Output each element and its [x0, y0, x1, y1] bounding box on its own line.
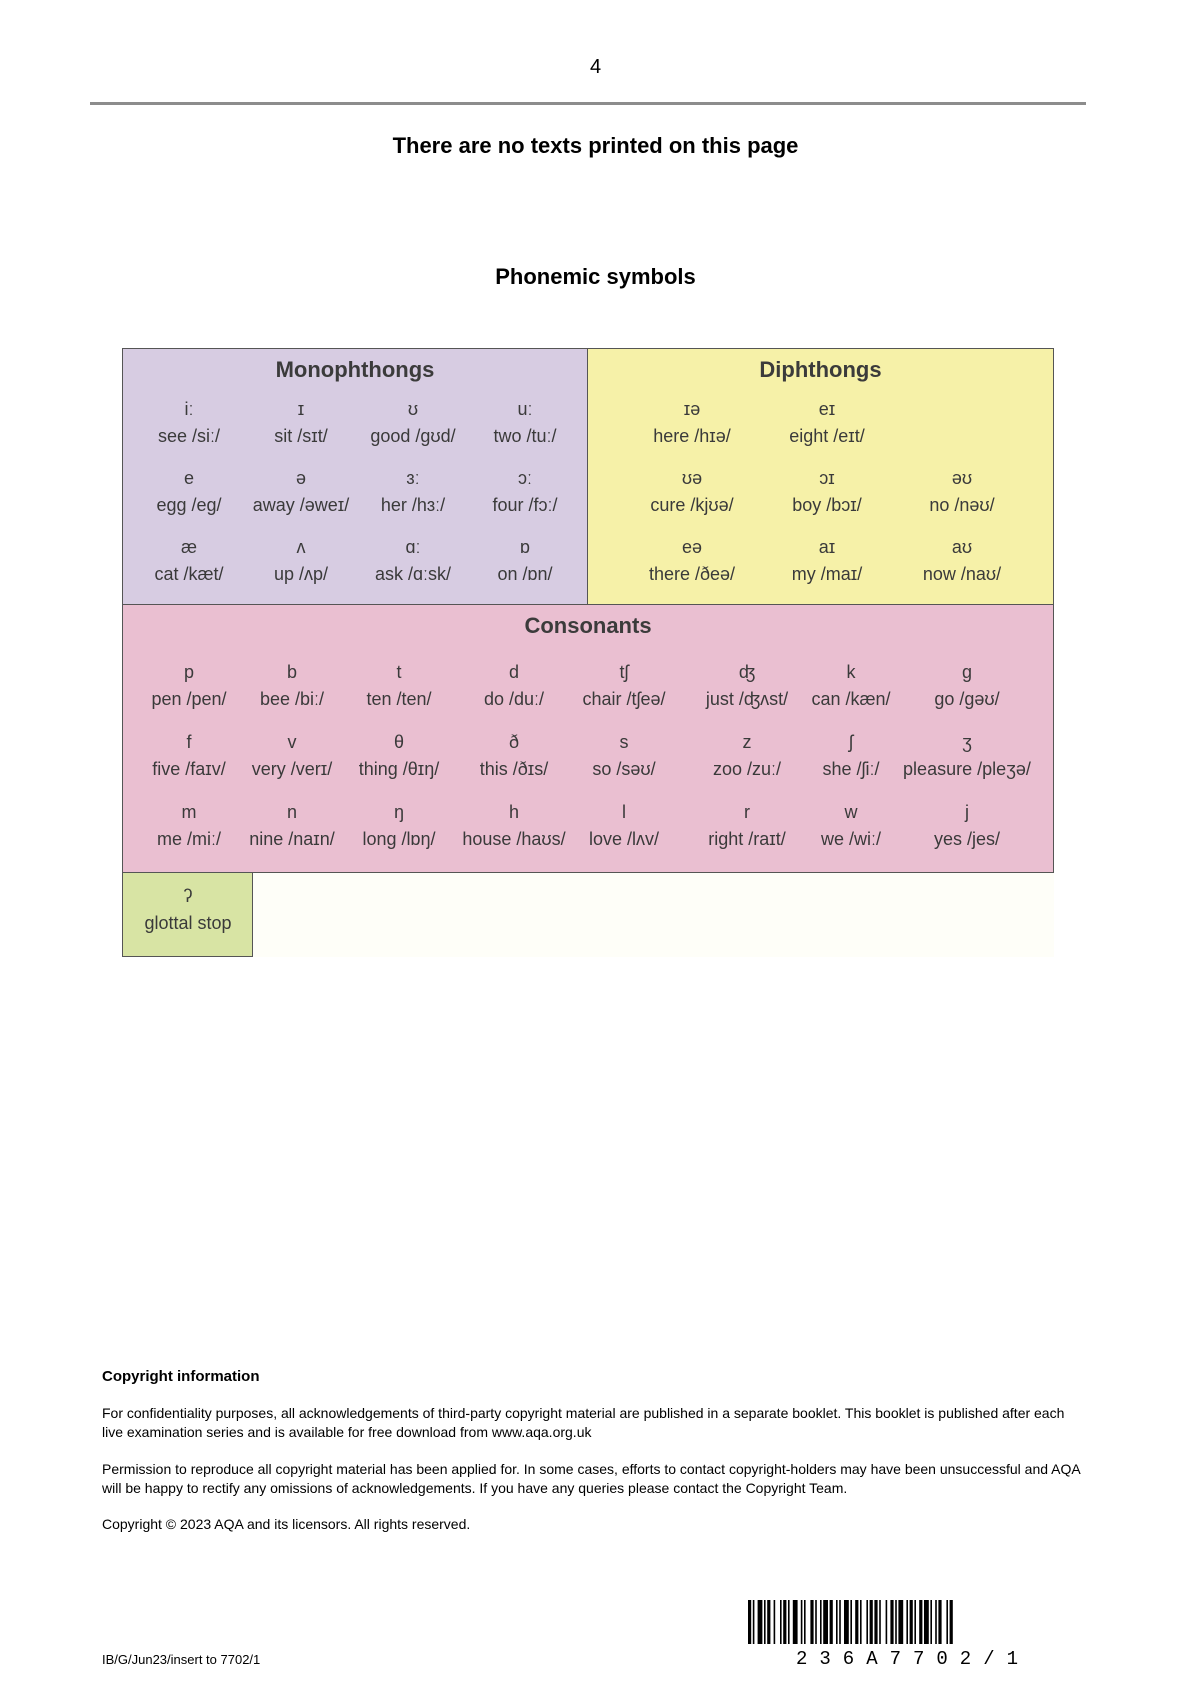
consonants-heading: Consonants — [524, 613, 652, 638]
reference-code: IB/G/Jun23/insert to 7702/1 — [102, 1652, 261, 1667]
phoneme-symbol: g — [961, 662, 972, 682]
blank-area — [253, 873, 1054, 957]
phoneme-example: me /miː/ — [156, 829, 221, 849]
phoneme-symbol: k — [846, 662, 856, 682]
phoneme-example: good /gʊd/ — [370, 426, 456, 446]
phoneme-cell — [450, 467, 600, 516]
phoneme-example: long /lɒŋ/ — [362, 829, 436, 849]
phoneme-cell — [892, 731, 1042, 780]
phoneme-symbol: uː — [517, 399, 533, 419]
phoneme-symbol: n — [286, 802, 297, 822]
phoneme-symbol: ʤ — [738, 662, 756, 682]
phoneme-symbol: ʊə — [681, 468, 703, 488]
phonemic-symbols-title: Phonemic symbols — [495, 264, 696, 289]
phoneme-cell — [617, 536, 767, 585]
phoneme-symbol: ð — [508, 732, 519, 752]
consonants-panel — [122, 605, 1054, 873]
phoneme-example: pleasure /pleʒə/ — [903, 759, 1031, 779]
phoneme-example: nine /naɪn/ — [249, 829, 335, 849]
phoneme-symbol: m — [181, 802, 197, 822]
phoneme-example: boy /bɔɪ/ — [792, 495, 862, 515]
phoneme-example: right /raɪt/ — [708, 829, 786, 849]
phoneme-symbol: ə — [295, 468, 306, 488]
phoneme-example: do /duː/ — [483, 689, 545, 709]
barcode-number: 236A7702/1 — [795, 1648, 1031, 1666]
phoneme-symbol: eɪ — [818, 399, 836, 419]
barcode-image — [748, 1600, 1078, 1666]
phoneme-symbol: j — [965, 802, 969, 822]
phoneme-example: two /tuː/ — [493, 426, 557, 446]
phoneme-cell — [450, 536, 600, 585]
phoneme-symbol: t — [396, 662, 402, 682]
monophthongs-panel — [122, 348, 588, 605]
phoneme-example: there /ðeə/ — [648, 564, 736, 584]
phoneme-example: so /səʊ/ — [592, 759, 656, 779]
phoneme-example: this /ðɪs/ — [479, 759, 549, 779]
phoneme-symbol: θ — [393, 732, 404, 752]
phoneme-cell — [892, 801, 1042, 850]
phoneme-symbol: tʃ — [619, 662, 629, 682]
phoneme-example: no /nəʊ/ — [929, 495, 995, 515]
phoneme-symbol: æ — [180, 537, 197, 557]
phoneme-example: ask /ɑːsk/ — [374, 564, 452, 584]
copyright-heading: Copyright information — [102, 1368, 260, 1385]
phoneme-symbol: b — [286, 662, 297, 682]
phoneme-example: can /kæn/ — [811, 689, 891, 709]
phoneme-cell — [752, 398, 902, 447]
phoneme-example: eight /eɪt/ — [789, 426, 865, 446]
phoneme-cell — [752, 467, 902, 516]
phoneme-example: go /gəʊ/ — [934, 689, 1000, 709]
phoneme-symbol: ʃ — [849, 732, 853, 752]
phoneme-cell — [887, 536, 1037, 585]
phoneme-example: her /hɜː/ — [380, 495, 446, 515]
phoneme-example: zoo /zuː/ — [712, 759, 782, 779]
glottal-stop-panel — [122, 873, 253, 957]
no-texts-notice: There are no texts printed on this page — [392, 133, 799, 158]
phoneme-cell — [617, 467, 767, 516]
phoneme-example: just /ʤʌst/ — [705, 689, 789, 709]
phoneme-symbol: ʒ — [962, 732, 972, 752]
page-number: 4 — [589, 56, 602, 78]
phoneme-example: yes /jes/ — [933, 829, 1001, 849]
phoneme-symbol: h — [508, 802, 519, 822]
phoneme-example: very /verɪ/ — [251, 759, 333, 779]
phoneme-example: egg /eg/ — [156, 495, 222, 515]
phoneme-cell — [752, 536, 902, 585]
phoneme-symbol: ɪə — [683, 399, 701, 419]
phoneme-symbol: eə — [681, 537, 703, 557]
monophthongs-heading: Monophthongs — [275, 357, 435, 382]
phoneme-symbol: aʊ — [951, 537, 973, 557]
copyright-paragraph: Permission to reproduce all copyright material has been applied for. In some cases, efforts to contact copyright-holders may have been unsuccessful and AQA will be happy to rectify any omissions of acknowledgements. If you have any queries please contact the Copyright Team. — [102, 1461, 1080, 1496]
phoneme-symbol: e — [183, 468, 194, 488]
phoneme-cell — [887, 467, 1037, 516]
phoneme-symbol: s — [619, 732, 629, 752]
phoneme-symbol: ʊ — [407, 399, 419, 419]
phoneme-example: up /ʌp/ — [273, 564, 329, 584]
phoneme-symbol: əʊ — [951, 468, 973, 488]
phoneme-example: cure /kjʊə/ — [650, 495, 734, 515]
diphthongs-panel — [588, 348, 1054, 605]
phoneme-example: ten /ten/ — [366, 689, 432, 709]
phoneme-symbol: p — [183, 662, 194, 682]
phoneme-example: chair /tʃeə/ — [582, 689, 666, 709]
phoneme-symbol: f — [186, 732, 192, 752]
phoneme-example: she /ʃiː/ — [822, 759, 880, 779]
phoneme-example: here /hɪə/ — [653, 426, 731, 446]
phoneme-symbol: ʔ — [183, 886, 193, 906]
phoneme-symbol: v — [287, 732, 297, 752]
phoneme-example: see /siː/ — [157, 426, 221, 446]
phoneme-example: four /fɔː/ — [492, 495, 558, 515]
phoneme-example: bee /biː/ — [259, 689, 325, 709]
phoneme-example: love /lʌv/ — [588, 829, 660, 849]
phoneme-symbol: ɔɪ — [819, 468, 835, 488]
phoneme-example: now /naʊ/ — [922, 564, 1002, 584]
diphthongs-heading: Diphthongs — [759, 357, 882, 382]
phoneme-symbol: ɜː — [406, 468, 420, 488]
phoneme-example: five /faɪv/ — [152, 759, 226, 779]
phoneme-example: cat /kæt/ — [154, 564, 224, 584]
phoneme-example: pen /pen/ — [151, 689, 227, 709]
phoneme-symbol: r — [744, 802, 750, 822]
phoneme-symbol: ɔː — [517, 468, 532, 488]
phoneme-symbol: d — [508, 662, 519, 682]
phoneme-symbol: l — [622, 802, 626, 822]
phoneme-example: thing /θɪŋ/ — [358, 759, 440, 779]
phoneme-symbol: aɪ — [818, 537, 836, 557]
phoneme-example: on /ɒn/ — [497, 564, 553, 584]
copyright-paragraph: Copyright © 2023 AQA and its licensors. All rights reserved. — [102, 1516, 471, 1532]
phoneme-symbol: iː — [184, 399, 194, 419]
phoneme-example: glottal stop — [144, 913, 232, 933]
phoneme-cell — [617, 398, 767, 447]
phoneme-symbol: w — [844, 802, 858, 822]
phoneme-symbol: z — [742, 732, 752, 752]
copyright-paragraph: For confidentiality purposes, all acknowledgements of third-party copyright material are published in a separate booklet. This booklet is published after each live examination series and is available for free download from www.aqa.org.uk — [102, 1405, 1065, 1440]
phoneme-symbol: ʌ — [296, 537, 306, 557]
phoneme-symbol: ŋ — [393, 802, 404, 822]
phoneme-symbol: ɪ — [297, 399, 305, 419]
phoneme-cell — [450, 398, 600, 447]
phoneme-example: we /wiː/ — [820, 829, 881, 849]
phoneme-cell — [892, 661, 1042, 710]
phoneme-example: house /haʊs/ — [462, 829, 566, 849]
header-rule — [90, 102, 1086, 105]
phoneme-symbol: ɒ — [519, 537, 530, 557]
phoneme-example: sit /sɪt/ — [274, 426, 328, 446]
phoneme-example: away /əweɪ/ — [252, 495, 350, 515]
phoneme-cell — [113, 885, 263, 934]
phoneme-example: my /maɪ/ — [791, 564, 863, 584]
phoneme-symbol: ɑː — [405, 537, 421, 557]
